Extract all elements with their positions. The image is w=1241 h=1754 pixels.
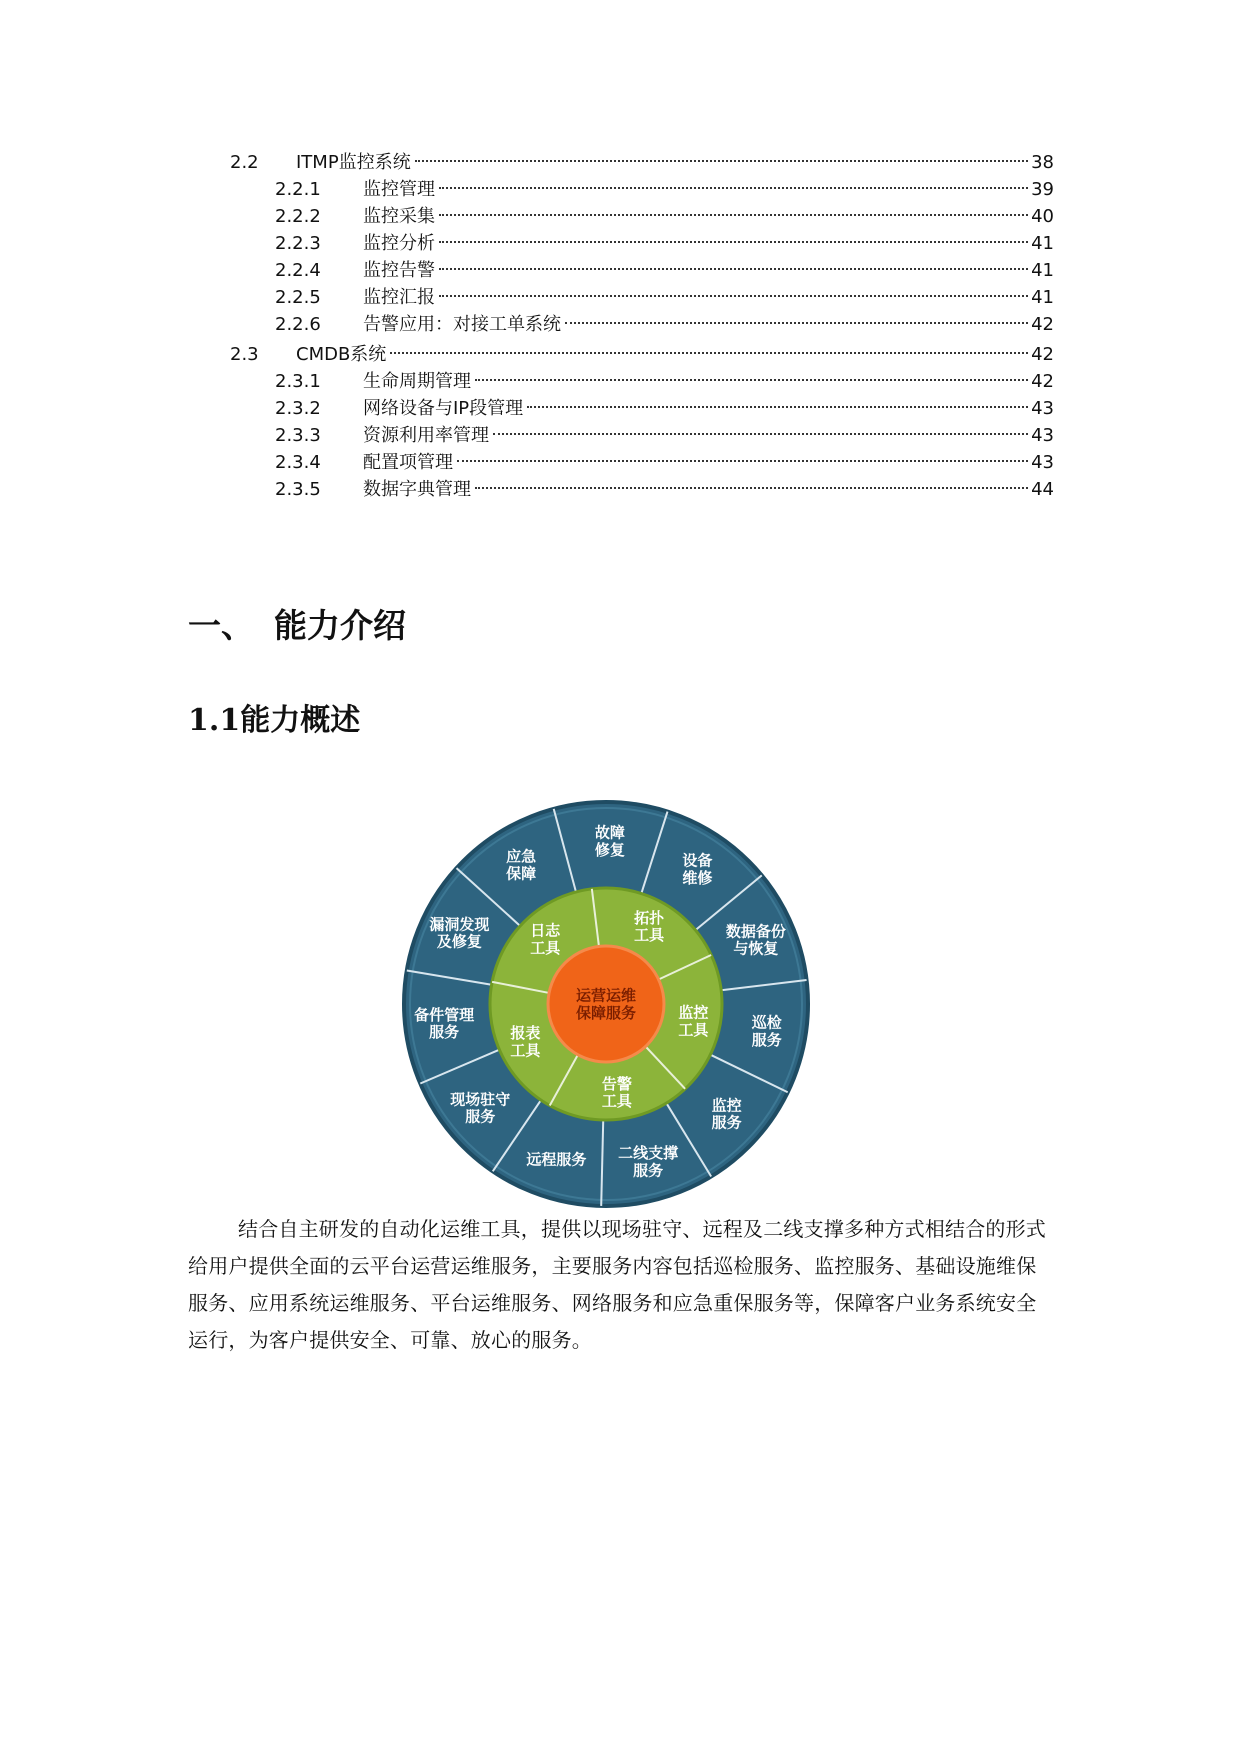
toc-entry[interactable] xyxy=(275,395,1054,422)
toc-leader-dots xyxy=(415,160,1028,162)
toc-entry-number: 2.3.3 xyxy=(275,425,321,446)
outer-segment-label: 数据备份与恢复 xyxy=(725,922,786,958)
inner-segment-label: 报表工具 xyxy=(510,1024,541,1060)
chapter-heading xyxy=(188,600,406,647)
toc-entry-number: 2.2.3 xyxy=(275,233,321,254)
toc-entry[interactable] xyxy=(275,368,1054,395)
toc-entry-title: ITMP监控系统 xyxy=(296,152,411,173)
toc-leader-dots xyxy=(439,268,1028,270)
outer-segment-label: 备件管理服务 xyxy=(414,1005,475,1042)
center-label: 运营运维保障服务 xyxy=(575,986,637,1022)
toc-entry[interactable] xyxy=(275,257,1054,284)
toc-entry-page: 41 xyxy=(1031,260,1054,281)
toc-entry-number: 2.3.2 xyxy=(275,398,321,419)
toc-entry[interactable] xyxy=(275,449,1054,476)
toc-entry-number: 2.3.4 xyxy=(275,452,321,473)
toc-entry-number: 2.2.4 xyxy=(275,260,321,281)
toc-entry-page: 42 xyxy=(1031,314,1054,335)
toc-leader-dots xyxy=(475,379,1028,381)
toc-leader-dots xyxy=(439,295,1028,297)
toc-entry[interactable] xyxy=(275,311,1054,338)
service-wheel-diagram xyxy=(396,799,816,1209)
toc-entry-title: 告警应用：对接工单系统 xyxy=(363,314,561,335)
body-paragraph: 结合自主研发的自动化运维工具，提供以现场驻守、远程及二线支撑多种方式相结合的形式给用户提供全面的云平台运营运维服务，主要服务内容包括巡检服务、监控服务、基础设施维保服务、应用系统运维服务、平台运维服务、网络服务和应急重保服务等，保障客户业务系统安全运行，为客户提供安全、可靠、放心的服务。 xyxy=(188,1217,1046,1352)
toc-entry[interactable] xyxy=(275,230,1054,257)
toc-entry-title: 资源利用率管理 xyxy=(363,425,489,446)
inner-segment-label: 拓扑工具 xyxy=(634,908,665,945)
toc-entry-title: 监控管理 xyxy=(363,179,435,200)
toc-entry-number: 2.2.6 xyxy=(275,314,321,335)
toc-entry-title: 监控分析 xyxy=(363,233,435,254)
toc-entry-number: 2.2.2 xyxy=(275,206,321,227)
toc-leader-dots xyxy=(439,241,1028,243)
toc-entry-page: 41 xyxy=(1031,233,1054,254)
outer-segment-label: 设备维修 xyxy=(682,851,713,887)
toc-leader-dots xyxy=(565,322,1028,324)
table-of-contents xyxy=(230,149,1054,503)
toc-entry-page: 38 xyxy=(1031,152,1054,173)
toc-entry-page: 42 xyxy=(1031,344,1054,365)
toc-entry[interactable] xyxy=(230,341,1054,368)
toc-entry[interactable] xyxy=(275,422,1054,449)
toc-entry-number: 2.2 xyxy=(230,152,259,173)
chapter-number: 一、 xyxy=(188,606,254,645)
toc-entry-page: 43 xyxy=(1031,398,1054,419)
toc-entry-page: 41 xyxy=(1031,287,1054,308)
outer-segment-label: 应急保障 xyxy=(506,847,537,883)
toc-entry-page: 43 xyxy=(1031,425,1054,446)
toc-entry-number: 2.3.1 xyxy=(275,371,321,392)
toc-entry-title: 监控告警 xyxy=(363,260,435,281)
toc-entry[interactable] xyxy=(230,149,1054,176)
toc-entry-title: 监控采集 xyxy=(363,206,435,227)
toc-entry[interactable] xyxy=(275,203,1054,230)
toc-entry-page: 39 xyxy=(1031,179,1054,200)
toc-entry-page: 43 xyxy=(1031,452,1054,473)
toc-entry[interactable] xyxy=(275,284,1054,311)
outer-segment-label: 巡检服务 xyxy=(751,1013,782,1049)
toc-entry-page: 42 xyxy=(1031,371,1054,392)
toc-leader-dots xyxy=(527,406,1028,408)
toc-entry-page: 44 xyxy=(1031,479,1054,500)
inner-segment-label: 监控工具 xyxy=(678,1003,709,1039)
toc-entry-title: 监控汇报 xyxy=(363,287,435,308)
toc-entry-title: CMDB系统 xyxy=(296,344,387,365)
toc-leader-dots xyxy=(439,214,1028,216)
toc-leader-dots xyxy=(390,352,1028,354)
toc-entry-page: 40 xyxy=(1031,206,1054,227)
toc-entry-number: 2.3 xyxy=(230,344,259,365)
toc-entry-number: 2.2.1 xyxy=(275,179,321,200)
outer-segment-label: 漏洞发现及修复 xyxy=(429,915,490,951)
toc-leader-dots xyxy=(475,487,1028,489)
toc-entry-title: 生命周期管理 xyxy=(363,371,471,392)
toc-entry-title: 网络设备与IP段管理 xyxy=(363,398,524,419)
section-heading: 1.1能力概述 xyxy=(188,703,361,738)
inner-segment-label: 告警工具 xyxy=(601,1074,632,1111)
toc-entry-number: 2.3.5 xyxy=(275,479,321,500)
outer-segment-label: 二线支撑服务 xyxy=(618,1144,679,1180)
chapter-title: 能力介绍 xyxy=(274,606,406,645)
outer-segment-label: 远程服务 xyxy=(526,1150,587,1169)
toc-entry-title: 数据字典管理 xyxy=(363,479,471,500)
outer-segment-label: 故障修复 xyxy=(594,823,625,859)
outer-segment-label: 监控服务 xyxy=(711,1096,742,1132)
toc-entry[interactable] xyxy=(275,176,1054,203)
toc-entry-title: 配置项管理 xyxy=(363,452,453,473)
outer-segment-label: 现场驻守服务 xyxy=(450,1090,511,1126)
toc-leader-dots xyxy=(439,187,1028,189)
toc-leader-dots xyxy=(457,460,1028,462)
toc-entry-number: 2.2.5 xyxy=(275,287,321,308)
toc-leader-dots xyxy=(493,433,1028,435)
inner-segment-label: 日志工具 xyxy=(530,921,561,957)
toc-entry[interactable] xyxy=(275,476,1054,503)
